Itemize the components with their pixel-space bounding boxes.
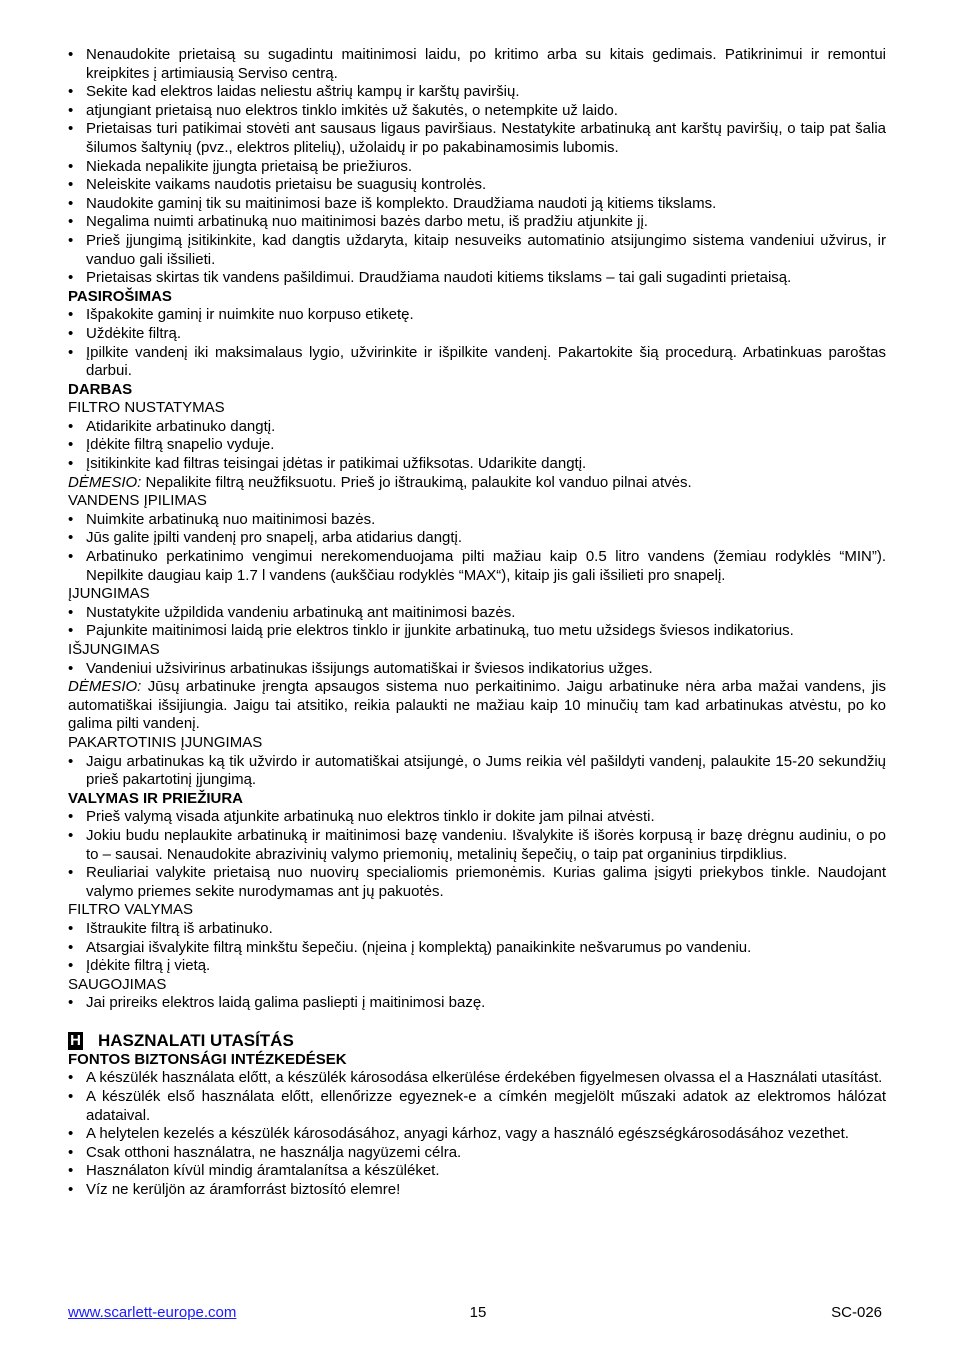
lt-filter-setup-heading: FILTRO NUSTATYMAS xyxy=(68,399,225,417)
lt-off-list xyxy=(68,660,886,679)
list-item: • Įpilkite vandenį iki maksimalaus lygio, užvirinkite ir išpilkite vandenį. Pakartokite šią procedurą. Arbatinkuas paroštas darbui. xyxy=(68,344,886,381)
note-text: Nepalikite filtrą neužfiksuotu. Prieš jo ištraukimą, palaukite kol vanduo pilnai atvės. xyxy=(141,473,692,491)
list-item: • Išpakokite gaminį ir nuimkite nuo korpuso etiketę. xyxy=(68,306,886,325)
list-item: • Nustatykite užpildida vandeniu arbatinuką ant maitinimosi bazės. xyxy=(68,604,886,623)
list-item: • Jai prireiks elektros laidą galima pasliepti į maitinimosi bazę. xyxy=(68,994,886,1013)
website-link[interactable]: www.scarlett-europe.com xyxy=(68,1304,237,1321)
list-item: • Niekada nepalikite įjungta prietaisą be priežiuros. xyxy=(68,158,886,177)
list-item: • A készülék használata előtt, a készülék károsodása elkerülése érdekében figyelmesen olvassa el a Használati utasítást. xyxy=(68,1069,886,1088)
lt-prep-list xyxy=(68,306,886,380)
list-item: • Jokiu budu neplaukite arbatinuką ir maitinimosi bazę vandeniu. Išvalykite iš išorės korpusą ir bazę drėgnu audiniu, o po to – sausai. Nenaudokite abrazivinių valymo priemonių, metalinių šepečių, o taip pat organinius tirpdiklius. xyxy=(68,827,886,864)
lt-filter-clean-list xyxy=(68,920,886,976)
lt-cleaning-list xyxy=(68,808,886,901)
list-item: • Jūs galite įpilti vandenį pro snapelį, arba atidarius dangtį. xyxy=(68,529,886,548)
list-item: • Įdėkite filtrą į vietą. xyxy=(68,957,886,976)
list-item: • Arbatinuko perkatinimo vengimui nerekomenduojama pilti mažiau kaip 0.5 litro vandens (žemiau rodyklės “MIN”). Nepilkite daugiau kaip 1.7 l vandens (aukščiau rodyklės “MAX“), kitaip jis gali išsilieti pro snapelį. xyxy=(68,548,886,585)
list-item: • Víz ne kerüljön az áramforrást biztosító elemre! xyxy=(68,1181,886,1200)
lt-off-heading: IŠJUNGIMAS xyxy=(68,641,160,658)
note-label: DĖMESIO: xyxy=(68,473,142,491)
lt-note-overheat xyxy=(68,678,886,734)
list-item: • Csak otthoni használatra, ne használja nagyüzemi célra. xyxy=(68,1144,886,1163)
list-item: • Pajunkite maitinimosi laidą prie elektros tinklo ir įjunkite arbatinuką, tuo metu užsidegs šviesos indikatorius. xyxy=(68,622,886,641)
list-item: • Negalima nuimti arbatinuką nuo maitinimosi bazės darbo metu, iš pradžiu atjunkite jį. xyxy=(68,213,886,232)
lt-on-heading: ĮJUNGIMAS xyxy=(68,585,150,603)
page-number: 15 xyxy=(469,1304,487,1321)
hu-title-row xyxy=(68,1031,886,1051)
list-item: • Prieš valymą visada atjunkite arbatinuką nuo elektros tinklo ir dokite jam pilnai atvėsti. xyxy=(68,808,886,827)
model-number: SC-026 xyxy=(831,1304,882,1321)
hu-safety-heading: FONTOS BIZTONSÁGI INTÉZKEDÉSEK xyxy=(68,1050,347,1068)
note-label: DĖMESIO: xyxy=(68,678,142,696)
list-item: • Įdėkite filtrą snapelio vyduje. xyxy=(68,436,886,455)
list-item: • Prietaisas turi patikimai stovėti ant sausaus ligaus paviršiaus. Nestatykite arbatinuką ant karštų paviršių, o taip pat šalia šilumos šaltynių (pvz., elektros plitelių), užolaidų ir po pakabinamosimis lubomis. xyxy=(68,120,886,157)
lt-water-heading: VANDENS ĮPILIMAS xyxy=(68,492,207,510)
note-text: Jūsų arbatinuke įrengta apsaugos sistema nuo perkaitinimo. Jaigu arbatinuke nėra arba mažai vandens, jis automatiškai išsijiungia. Jaigu tai atsitiko, reikia palaukti ne mažiau kaip 10 minučių tam kad arbatinukas atvėstu, po ko galima pilti vandenį. xyxy=(68,678,886,733)
list-item: • Atsargiai išvalykite filtrą minkštu šepečiu. (nįeina į komplektą) panaikinkite nešvarumus po vandeniu. xyxy=(68,939,886,958)
lt-storage-list xyxy=(68,994,886,1013)
list-item: • Neleiskite vaikams naudotis prietaisu be suagusių kontrolės. xyxy=(68,176,886,195)
lt-cleaning-heading: VALYMAS IR PRIEŽIURA xyxy=(68,789,244,807)
hu-section xyxy=(68,1031,886,1200)
lt-note-filter xyxy=(68,474,886,493)
list-item: • Sekite kad elektros laidas neliestu aštrių kampų ir karštų paviršių. xyxy=(68,83,886,102)
list-item: • Atidarikite arbatinuko dangtį. xyxy=(68,418,886,437)
page-content xyxy=(68,46,886,1200)
lt-on-list xyxy=(68,604,886,641)
page-footer xyxy=(68,1303,882,1323)
list-item: • Uždėkite filtrą. xyxy=(68,325,886,344)
lt-water-list xyxy=(68,511,886,585)
list-item: • A helytelen kezelés a készülék károsodásához, anyagi kárhoz, vagy a használó egészségkárosodásához vezethet. xyxy=(68,1125,886,1144)
lt-work-heading: DARBAS xyxy=(68,380,133,398)
lt-safety-list xyxy=(68,46,886,288)
lt-repeat-list xyxy=(68,753,886,790)
language-badge: H xyxy=(68,1032,83,1050)
list-item: • Prietaisas skirtas tik vandens pašildimui. Draudžiama naudoti kitiems tikslams – tai gali sugadinti prietaisą. xyxy=(68,269,886,288)
hu-safety-list xyxy=(68,1069,886,1199)
list-item: • Jaigu arbatinukas ką tik užvirdo ir automatiškai atsijungė, o Jums reikia vėl pašildyti vandenį, palaukite 15-20 sekundžių prieš pakartotinį įjungimą. xyxy=(68,753,886,790)
list-item: • Naudokite gaminį tik su maitinimosi baze iš komplekto. Draudžiama naudoti ją kitiems tikslams. xyxy=(68,195,886,214)
list-item: • Nuimkite arbatinuką nuo maitinimosi bazės. xyxy=(68,511,886,530)
list-item: • A készülék első használata előtt, ellenőrizze egyeznek-e a címkén megjelölt műszaki adatok az elektromos hálózat adataival. xyxy=(68,1088,886,1125)
list-item: • Nenaudokite prietaisą su sugadintu maitinimosi laidu, po kritimo arba su kitais gedimais. Patikrinimui ir remontui kreipkites į artimiausią Serviso centrą. xyxy=(68,46,886,83)
list-item: • Vandeniui užsivirinus arbatinukas išsijungs automatiškai ir šviesos indikatorius užges. xyxy=(68,660,886,679)
list-item: • Prieš įjungimą įsitikinkite, kad dangtis uždaryta, kitaip nesuveiks automatinio atsijungimo sistema vandeniui užvirus, ir vanduo gali išsilieti. xyxy=(68,232,886,269)
list-item: • Įsitikinkite kad filtras teisingai įdėtas ir patikimai užfiksotas. Udarikite dangtį. xyxy=(68,455,886,474)
lt-filter-setup-list xyxy=(68,418,886,474)
list-item: • Használaton kívül mindig áramtalanítsa a készüléket. xyxy=(68,1162,886,1181)
lt-prep-heading: PASIROŠIMAS xyxy=(68,287,172,305)
lt-storage-heading: SAUGOJIMAS xyxy=(68,975,167,993)
lt-repeat-heading: PAKARTOTINIS ĮJUNGIMAS xyxy=(68,733,263,751)
list-item: • Reuliariai valykite prietaisą nuo nuovirų specialiomis priemonėmis. Kurias galima įsigyti priekybos tinkle. Naudojant valymo priemes sekite nurodymamas ant jų pakuotės. xyxy=(68,864,886,901)
list-item: • atjungiant prietaisą nuo elektros tinklo imkitės už šakutės, o netempkite už laido. xyxy=(68,102,886,121)
list-item: • Ištraukite filtrą iš arbatinuko. xyxy=(68,920,886,939)
lt-filter-clean-heading: FILTRO VALYMAS xyxy=(68,901,194,919)
hu-title: HASZNALATI UTASÍTÁS xyxy=(98,1030,294,1050)
